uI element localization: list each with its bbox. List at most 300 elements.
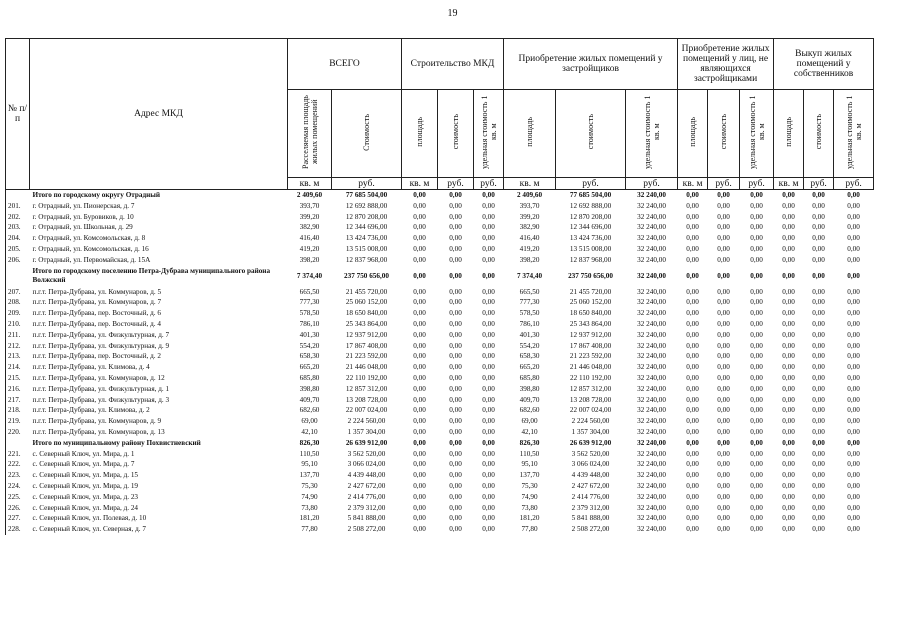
row-value: 0,00 bbox=[750, 363, 763, 372]
row-value: 0,00 bbox=[717, 309, 730, 318]
row-value: 0,00 bbox=[449, 341, 462, 350]
row-value: 0,00 bbox=[750, 352, 763, 361]
row-value: 0,00 bbox=[686, 449, 699, 458]
row-value: 13 424 736,00 bbox=[345, 234, 388, 243]
row-value: 32 240,00 bbox=[637, 514, 666, 523]
row-value: 0,00 bbox=[717, 363, 730, 372]
row-value: 0,00 bbox=[413, 287, 426, 296]
row-value: 110,50 bbox=[519, 449, 540, 458]
row-value: 0,00 bbox=[686, 352, 699, 361]
row-value: 0,00 bbox=[812, 481, 825, 490]
row-value: 0,00 bbox=[449, 481, 462, 490]
header-unit: руб. bbox=[834, 178, 874, 190]
row-value: 4 439 448,00 bbox=[571, 471, 610, 480]
row-value: 0,00 bbox=[686, 330, 699, 339]
table-row bbox=[6, 503, 874, 514]
row-value: 0,00 bbox=[482, 471, 495, 480]
row-value: 0,00 bbox=[750, 492, 763, 501]
row-address: п.г.т. Петра-Дубрава, ул. Физкультурная, д. 3 bbox=[32, 395, 170, 404]
row-value: 0,00 bbox=[449, 330, 462, 339]
row-value: 0,00 bbox=[482, 514, 495, 523]
row-value: 0,00 bbox=[847, 212, 860, 221]
row-value: 21 455 720,00 bbox=[569, 287, 612, 296]
row-address: п.г.т. Петра-Дубрава, пер. Восточный, д. 2 bbox=[32, 352, 161, 361]
row-value: 21 223 592,00 bbox=[345, 352, 388, 361]
row-value: 0,00 bbox=[413, 223, 426, 232]
row-value: 578,50 bbox=[299, 309, 320, 318]
row-value: 0,00 bbox=[847, 503, 860, 512]
row-value: 0,00 bbox=[847, 406, 860, 415]
row-value: 0,00 bbox=[413, 319, 426, 328]
table-row bbox=[6, 395, 874, 406]
row-value: 0,00 bbox=[686, 298, 699, 307]
row-value: 0,00 bbox=[812, 330, 825, 339]
row-value: 0,00 bbox=[449, 503, 462, 512]
row-value: 419,20 bbox=[299, 244, 320, 253]
row-number: 202. bbox=[6, 212, 30, 223]
row-value: 0,00 bbox=[686, 319, 699, 328]
row-value: 0,00 bbox=[812, 427, 825, 436]
row-value: 77 685 504,00 bbox=[345, 191, 388, 199]
row-value: 0,00 bbox=[686, 395, 699, 404]
row-value: 0,00 bbox=[686, 223, 699, 232]
row-number: 217. bbox=[6, 395, 30, 406]
row-address: п.г.т. Петра-Дубрава, ул. Физкультурная, д. 9 bbox=[32, 341, 170, 350]
row-value: 0,00 bbox=[686, 373, 699, 382]
row-value: 21 455 720,00 bbox=[345, 287, 388, 296]
row-value: 32 240,00 bbox=[637, 201, 666, 210]
row-number: 204. bbox=[6, 233, 30, 244]
row-value: 382,90 bbox=[519, 223, 540, 232]
header-sub: удельная стоимость 1 кв. м bbox=[834, 90, 874, 178]
row-value: 0,00 bbox=[449, 460, 462, 469]
row-value: 0,00 bbox=[449, 449, 462, 458]
row-value: 393,70 bbox=[519, 201, 540, 210]
row-value: 0,00 bbox=[413, 481, 426, 490]
row-address: п.г.т. Петра-Дубрава, ул. Физкультурная, д. 7 bbox=[32, 330, 170, 339]
row-value: 826,30 bbox=[299, 438, 320, 447]
header-unit: руб. bbox=[708, 178, 740, 190]
row-value: 12 857 312,00 bbox=[345, 384, 388, 393]
table-row bbox=[6, 319, 874, 330]
row-value: 0,00 bbox=[482, 309, 495, 318]
row-value: 0,00 bbox=[847, 319, 860, 328]
row-value: 0,00 bbox=[717, 492, 730, 501]
row-value: 777,30 bbox=[519, 298, 540, 307]
row-value: 0,00 bbox=[812, 341, 825, 350]
row-value: 786,10 bbox=[299, 319, 320, 328]
header-sub: стоимость bbox=[804, 90, 834, 178]
row-address: п.г.т. Петра-Дубрава, ул. Коммунаров, д. 7 bbox=[32, 298, 162, 307]
row-value: 399,20 bbox=[519, 212, 540, 221]
row-value: 0,00 bbox=[717, 471, 730, 480]
row-value: 69,00 bbox=[301, 417, 318, 426]
row-value: 0,00 bbox=[812, 384, 825, 393]
header-unit: руб. bbox=[740, 178, 774, 190]
row-value: 0,00 bbox=[750, 191, 763, 199]
header-address: Адрес МКД bbox=[30, 39, 288, 190]
row-number bbox=[6, 190, 30, 201]
row-value: 0,00 bbox=[812, 319, 825, 328]
row-value: 0,00 bbox=[686, 212, 699, 221]
row-value: 0,00 bbox=[750, 255, 763, 264]
row-value: 0,00 bbox=[413, 234, 426, 243]
row-value: 32 240,00 bbox=[637, 341, 666, 350]
row-address: г. Отрадный, ул. Первомайская, д. 15А bbox=[32, 255, 151, 264]
row-value: 181,20 bbox=[299, 514, 320, 523]
row-value: 0,00 bbox=[482, 492, 495, 501]
row-value: 13 515 008,00 bbox=[569, 244, 612, 253]
row-value: 22 110 192,00 bbox=[570, 373, 612, 382]
row-value: 74,90 bbox=[301, 492, 318, 501]
row-value: 0,00 bbox=[686, 427, 699, 436]
header-sub: площадь bbox=[774, 90, 804, 178]
row-value: 0,00 bbox=[413, 395, 426, 404]
row-number: 220. bbox=[6, 427, 30, 438]
row-value: 137,70 bbox=[299, 471, 320, 480]
row-value: 0,00 bbox=[750, 341, 763, 350]
row-value: 32 240,00 bbox=[637, 384, 666, 393]
row-value: 0,00 bbox=[782, 212, 795, 221]
row-value: 0,00 bbox=[717, 319, 730, 328]
row-value: 0,00 bbox=[717, 395, 730, 404]
table-row bbox=[6, 470, 874, 481]
row-value: 2 224 560,00 bbox=[347, 417, 386, 426]
header-unit: руб. bbox=[332, 178, 402, 190]
row-number: 211. bbox=[6, 330, 30, 341]
row-value: 685,80 bbox=[299, 373, 320, 382]
row-value: 0,00 bbox=[449, 427, 462, 436]
row-value: 0,00 bbox=[847, 223, 860, 232]
table-row bbox=[6, 341, 874, 352]
row-value: 13 424 736,00 bbox=[569, 234, 612, 243]
row-value: 0,00 bbox=[717, 212, 730, 221]
row-value: 0,00 bbox=[482, 223, 495, 232]
row-value: 0,00 bbox=[717, 481, 730, 490]
row-value: 32 240,00 bbox=[637, 309, 666, 318]
row-value: 0,00 bbox=[812, 460, 825, 469]
row-value: 0,00 bbox=[686, 234, 699, 243]
row-value: 0,00 bbox=[717, 514, 730, 523]
row-value: 398,80 bbox=[519, 384, 540, 393]
row-value: 0,00 bbox=[686, 384, 699, 393]
row-value: 2 427 672,00 bbox=[571, 481, 610, 490]
row-value: 0,00 bbox=[847, 234, 860, 243]
row-value: 32 240,00 bbox=[637, 287, 666, 296]
row-value: 95,10 bbox=[301, 460, 318, 469]
row-value: 0,00 bbox=[750, 406, 763, 415]
row-value: 77,80 bbox=[301, 525, 318, 534]
table-total-row bbox=[6, 438, 874, 449]
row-value: 3 066 024,00 bbox=[571, 460, 610, 469]
row-address: г. Отрадный, ул. Комсомольская, д. 8 bbox=[32, 234, 146, 243]
row-value: 0,00 bbox=[449, 309, 462, 318]
row-value: 0,00 bbox=[847, 373, 860, 382]
row-value: 32 240,00 bbox=[637, 330, 666, 339]
row-value: 0,00 bbox=[847, 191, 860, 199]
row-value: 237 750 656,00 bbox=[344, 271, 389, 280]
row-value: 3 562 520,00 bbox=[347, 449, 386, 458]
row-value: 0,00 bbox=[686, 514, 699, 523]
row-value: 69,00 bbox=[521, 417, 538, 426]
row-number: 212. bbox=[6, 341, 30, 352]
row-number: 226. bbox=[6, 503, 30, 514]
row-value: 0,00 bbox=[482, 287, 495, 296]
row-value: 0,00 bbox=[812, 406, 825, 415]
row-number: 227. bbox=[6, 513, 30, 524]
row-number: 206. bbox=[6, 255, 30, 266]
row-value: 0,00 bbox=[413, 330, 426, 339]
row-value: 2 508 272,00 bbox=[347, 525, 386, 534]
row-value: 73,80 bbox=[521, 503, 538, 512]
row-value: 0,00 bbox=[449, 212, 462, 221]
row-number: 222. bbox=[6, 459, 30, 470]
row-number: 201. bbox=[6, 201, 30, 212]
row-value: 665,50 bbox=[299, 287, 320, 296]
row-value: 12 837 968,00 bbox=[569, 255, 612, 264]
header-sub: Стоимость bbox=[332, 90, 402, 178]
row-number: 203. bbox=[6, 222, 30, 233]
row-address: п.г.т. Петра-Дубрава, пер. Восточный, д. 6 bbox=[32, 309, 161, 318]
row-value: 0,00 bbox=[413, 417, 426, 426]
row-value: 0,00 bbox=[449, 373, 462, 382]
row-value: 0,00 bbox=[413, 298, 426, 307]
row-value: 2 409,60 bbox=[516, 191, 543, 199]
table-row bbox=[6, 351, 874, 362]
row-value: 0,00 bbox=[449, 271, 462, 280]
row-value: 7 374,40 bbox=[296, 271, 323, 280]
row-value: 0,00 bbox=[750, 201, 763, 210]
row-value: 0,00 bbox=[782, 352, 795, 361]
row-value: 0,00 bbox=[750, 438, 763, 447]
row-value: 0,00 bbox=[750, 417, 763, 426]
row-value: 0,00 bbox=[686, 341, 699, 350]
row-value: 18 650 840,00 bbox=[345, 309, 388, 318]
row-value: 0,00 bbox=[847, 492, 860, 501]
row-value: 0,00 bbox=[482, 417, 495, 426]
row-value: 237 750 656,00 bbox=[568, 271, 613, 280]
row-number: 216. bbox=[6, 384, 30, 395]
row-value: 5 841 888,00 bbox=[571, 514, 610, 523]
row-value: 0,00 bbox=[812, 492, 825, 501]
row-value: 0,00 bbox=[482, 481, 495, 490]
row-number: 223. bbox=[6, 470, 30, 481]
header-sub: площадь bbox=[402, 90, 438, 178]
header-unit: кв. м bbox=[678, 178, 708, 190]
row-value: 0,00 bbox=[750, 234, 763, 243]
row-value: 0,00 bbox=[717, 191, 730, 199]
row-value: 32 240,00 bbox=[637, 271, 666, 280]
table-row bbox=[6, 492, 874, 503]
row-number: 213. bbox=[6, 351, 30, 362]
row-value: 32 240,00 bbox=[637, 234, 666, 243]
row-value: 0,00 bbox=[750, 471, 763, 480]
row-value: 181,20 bbox=[519, 514, 540, 523]
row-value: 0,00 bbox=[750, 309, 763, 318]
row-value: 0,00 bbox=[812, 234, 825, 243]
row-value: 665,20 bbox=[519, 363, 540, 372]
row-value: 0,00 bbox=[449, 201, 462, 210]
row-value: 0,00 bbox=[750, 395, 763, 404]
row-value: 0,00 bbox=[449, 298, 462, 307]
row-number bbox=[6, 266, 30, 287]
row-value: 0,00 bbox=[482, 201, 495, 210]
row-address: с. Северный Ключ, ул. Мира, д. 15 bbox=[32, 471, 139, 480]
row-value: 0,00 bbox=[750, 330, 763, 339]
row-value: 2 508 272,00 bbox=[571, 525, 610, 534]
header-sub: Расселяемая площадь жилых помещений bbox=[288, 90, 332, 178]
table-row bbox=[6, 287, 874, 298]
row-value: 32 240,00 bbox=[637, 373, 666, 382]
row-value: 0,00 bbox=[482, 298, 495, 307]
row-value: 0,00 bbox=[782, 271, 795, 280]
row-value: 409,70 bbox=[519, 395, 540, 404]
row-value: 0,00 bbox=[717, 427, 730, 436]
row-value: 0,00 bbox=[847, 525, 860, 534]
row-value: 0,00 bbox=[812, 525, 825, 534]
row-value: 0,00 bbox=[717, 287, 730, 296]
row-value: 2 224 560,00 bbox=[571, 417, 610, 426]
row-number: 228. bbox=[6, 524, 30, 535]
row-value: 0,00 bbox=[812, 514, 825, 523]
row-value: 0,00 bbox=[847, 330, 860, 339]
row-value: 0,00 bbox=[847, 255, 860, 264]
row-value: 0,00 bbox=[413, 449, 426, 458]
row-value: 0,00 bbox=[686, 417, 699, 426]
row-value: 0,00 bbox=[782, 223, 795, 232]
row-value: 0,00 bbox=[750, 373, 763, 382]
row-value: 0,00 bbox=[413, 492, 426, 501]
row-value: 25 060 152,00 bbox=[345, 298, 388, 307]
table-row bbox=[6, 330, 874, 341]
row-value: 0,00 bbox=[686, 201, 699, 210]
row-value: 0,00 bbox=[482, 352, 495, 361]
row-value: 32 240,00 bbox=[637, 406, 666, 415]
row-value: 0,00 bbox=[482, 460, 495, 469]
row-value: 0,00 bbox=[413, 514, 426, 523]
row-value: 0,00 bbox=[750, 212, 763, 221]
row-value: 21 446 048,00 bbox=[345, 363, 388, 372]
row-value: 7 374,40 bbox=[516, 271, 543, 280]
row-value: 0,00 bbox=[750, 223, 763, 232]
row-value: 0,00 bbox=[717, 438, 730, 447]
row-value: 12 837 968,00 bbox=[345, 255, 388, 264]
row-value: 0,00 bbox=[449, 363, 462, 372]
row-value: 0,00 bbox=[782, 191, 795, 199]
header-no: № п/п bbox=[6, 39, 30, 190]
row-value: 0,00 bbox=[686, 492, 699, 501]
row-value: 0,00 bbox=[449, 319, 462, 328]
row-value: 0,00 bbox=[717, 406, 730, 415]
row-value: 77,80 bbox=[521, 525, 538, 534]
header-sub: удельная стоимость 1 кв. м bbox=[626, 90, 678, 178]
row-value: 5 841 888,00 bbox=[347, 514, 386, 523]
row-value: 399,20 bbox=[299, 212, 320, 221]
row-value: 665,20 bbox=[299, 363, 320, 372]
row-value: 42,10 bbox=[521, 427, 538, 436]
row-value: 0,00 bbox=[413, 212, 426, 221]
row-value: 0,00 bbox=[717, 201, 730, 210]
row-value: 0,00 bbox=[782, 255, 795, 264]
table-row bbox=[6, 427, 874, 438]
row-value: 0,00 bbox=[812, 438, 825, 447]
row-value: 0,00 bbox=[782, 427, 795, 436]
table-total-row bbox=[6, 266, 874, 287]
row-value: 17 867 408,00 bbox=[345, 341, 388, 350]
header-sub: площадь bbox=[678, 90, 708, 178]
row-value: 0,00 bbox=[847, 309, 860, 318]
row-address: п.г.т. Петра-Дубрава, пер. Восточный, д. 4 bbox=[32, 319, 161, 328]
row-value: 22 007 024,00 bbox=[569, 406, 612, 415]
row-value: 4 439 448,00 bbox=[347, 471, 386, 480]
row-number: 208. bbox=[6, 297, 30, 308]
row-value: 0,00 bbox=[413, 244, 426, 253]
header-group-developer: Приобретение жилых помещений у застройщиков bbox=[504, 39, 678, 90]
row-value: 0,00 bbox=[482, 525, 495, 534]
row-value: 0,00 bbox=[847, 352, 860, 361]
row-value: 0,00 bbox=[413, 406, 426, 415]
row-address: с. Северный Ключ, ул. Мира, д. 19 bbox=[32, 481, 139, 490]
row-value: 0,00 bbox=[686, 471, 699, 480]
row-value: 0,00 bbox=[449, 525, 462, 534]
row-value: 0,00 bbox=[686, 406, 699, 415]
row-value: 682,60 bbox=[519, 406, 540, 415]
row-number: 219. bbox=[6, 416, 30, 427]
row-value: 0,00 bbox=[847, 271, 860, 280]
row-value: 32 240,00 bbox=[637, 471, 666, 480]
row-value: 0,00 bbox=[782, 395, 795, 404]
row-value: 0,00 bbox=[782, 417, 795, 426]
header-sub: удельная стоимость 1 кв. м bbox=[474, 90, 504, 178]
row-value: 75,30 bbox=[301, 481, 318, 490]
row-value: 0,00 bbox=[750, 481, 763, 490]
row-value: 409,70 bbox=[299, 395, 320, 404]
row-value: 0,00 bbox=[847, 514, 860, 523]
row-value: 0,00 bbox=[750, 503, 763, 512]
row-value: 12 344 696,00 bbox=[345, 223, 388, 232]
row-value: 0,00 bbox=[413, 438, 426, 447]
row-value: 0,00 bbox=[782, 363, 795, 372]
row-value: 0,00 bbox=[717, 384, 730, 393]
row-value: 0,00 bbox=[750, 384, 763, 393]
row-value: 0,00 bbox=[413, 271, 426, 280]
row-address: г. Отрадный, ул. Буровиков, д. 10 bbox=[32, 212, 134, 221]
row-value: 0,00 bbox=[686, 191, 699, 199]
row-value: 0,00 bbox=[482, 503, 495, 512]
row-value: 0,00 bbox=[413, 352, 426, 361]
row-value: 32 240,00 bbox=[637, 223, 666, 232]
row-value: 12 870 208,00 bbox=[345, 212, 388, 221]
row-value: 0,00 bbox=[686, 309, 699, 318]
row-value: 0,00 bbox=[812, 503, 825, 512]
row-value: 0,00 bbox=[782, 481, 795, 490]
row-value: 0,00 bbox=[717, 298, 730, 307]
row-value: 0,00 bbox=[717, 223, 730, 232]
row-value: 0,00 bbox=[413, 503, 426, 512]
row-value: 0,00 bbox=[686, 271, 699, 280]
row-address: п.г.т. Петра-Дубрава, ул. Коммунаров, д. 13 bbox=[32, 427, 165, 436]
row-value: 0,00 bbox=[482, 438, 495, 447]
row-value: 12 692 888,00 bbox=[345, 201, 388, 210]
row-value: 12 857 312,00 bbox=[569, 384, 612, 393]
row-value: 0,00 bbox=[686, 460, 699, 469]
row-value: 0,00 bbox=[686, 287, 699, 296]
header-group-nondeveloper: Приобретение жилых помещений у лиц, не являющихся застройщиками bbox=[678, 39, 774, 90]
row-value: 0,00 bbox=[482, 330, 495, 339]
row-value: 0,00 bbox=[782, 341, 795, 350]
row-value: 0,00 bbox=[782, 244, 795, 253]
row-value: 416,40 bbox=[519, 234, 540, 243]
